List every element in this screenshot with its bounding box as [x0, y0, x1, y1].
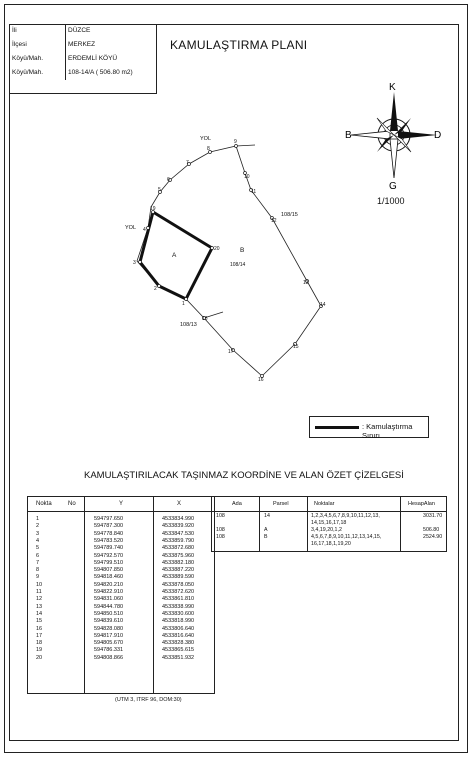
- compass-north: K: [389, 82, 396, 93]
- cell-noktalar: 1,2,3,4,5,6,7,8,9,10,11,12,13,: [311, 513, 380, 519]
- table-row: [28, 589, 214, 596]
- table-row: [28, 531, 214, 538]
- table-row: [28, 647, 214, 654]
- cell-y: 594808.866: [94, 654, 124, 661]
- cell-y: 594844.780: [94, 603, 124, 610]
- cell-alan: 506.80: [423, 527, 440, 533]
- table-header: [28, 497, 214, 512]
- cell-ada: 108: [216, 534, 225, 540]
- map-labels: [125, 136, 298, 328]
- cell-x: 4533865.615: [162, 647, 195, 654]
- table-row: [28, 626, 214, 633]
- cell-nokta: 15: [36, 618, 43, 625]
- cell-x: 4533878.050: [162, 581, 195, 588]
- point-label: 5: [158, 187, 161, 193]
- cell-y: 594787.300: [94, 523, 124, 530]
- table-row: [28, 655, 214, 662]
- cell-nokta: 11: [36, 589, 42, 595]
- cell-x: 4533859.790: [162, 537, 195, 544]
- cell-nokta: 2: [36, 523, 40, 530]
- coordinate-system-note: (UTM 3, ITRF 96, DOM:30): [115, 697, 182, 703]
- cell-x: 4533851.932: [162, 654, 195, 661]
- parcel-number-label: 108/13: [180, 322, 197, 328]
- cell-nokta: 10: [36, 581, 43, 588]
- cell-y: 594818.460: [94, 574, 124, 581]
- header-noktalar: Noktalar: [314, 501, 335, 507]
- info-label: İli: [12, 27, 17, 34]
- cell-y: 594831.060: [94, 596, 124, 603]
- cell-alan: 2524.90: [423, 534, 443, 540]
- point-label: 8: [207, 146, 210, 152]
- cell-nokta: 17: [36, 632, 43, 639]
- cell-y: 594786.331: [94, 647, 124, 654]
- cell-x: 4533828.380: [162, 640, 195, 647]
- table-row: [28, 516, 214, 523]
- parcel-table: [211, 496, 447, 552]
- cell-x: 4533872.680: [162, 545, 195, 552]
- header-parsel: Parsel: [273, 501, 289, 507]
- cell-ada: 108: [216, 527, 225, 533]
- cell-parsel: A: [264, 527, 268, 533]
- cell-y: 594839.610: [94, 618, 124, 625]
- table-row: [28, 560, 214, 567]
- point-label: 12: [271, 218, 277, 224]
- table-row: [28, 574, 214, 581]
- table-row: [28, 604, 214, 611]
- cell-x: 4533887.220: [162, 567, 195, 574]
- cell-nokta: 20: [36, 654, 43, 661]
- cell-x: 4533882.180: [162, 559, 195, 566]
- table-row: [28, 538, 214, 545]
- summary-title: KAMULAŞTIRILACAK TAŞINMAZ KOORDİNE VE ALAN ÖZET ÇİZELGESİ: [84, 470, 404, 481]
- cell-nokta: 3: [36, 530, 40, 537]
- cell-nokta: 9: [36, 574, 40, 581]
- table-row: [28, 596, 214, 603]
- point-label: 7: [186, 160, 189, 166]
- cell-y: 594807.850: [94, 567, 124, 574]
- point-label: 18: [202, 316, 208, 322]
- cell-x: 4533889.590: [162, 574, 195, 581]
- info-label: Köyü/Mah.: [12, 55, 44, 62]
- cell-parsel: 14: [264, 513, 270, 519]
- cell-nokta: 14: [36, 610, 43, 617]
- compass-rose: [345, 82, 441, 192]
- cell-ada: 108: [216, 513, 225, 519]
- coordinates-table: [27, 496, 215, 694]
- point-label: 9: [234, 139, 237, 145]
- info-value: 108-14/A ( 506.80 m2): [68, 69, 133, 76]
- cell-y: 594850.510: [94, 610, 124, 617]
- cell-nokta: 13: [36, 603, 43, 610]
- header-ada: Ada: [232, 501, 242, 507]
- cell-x: 4533830.600: [162, 610, 195, 617]
- cell-nokta: 18: [36, 640, 43, 647]
- cell-nokta: 4: [36, 537, 40, 544]
- cell-x: 4533872.620: [162, 589, 195, 595]
- parcel-number-label: 108/14: [230, 262, 246, 268]
- header-nokta: Nokta: [36, 501, 52, 507]
- point-label: 13: [303, 280, 309, 286]
- cell-y: 594799.510: [94, 559, 124, 566]
- header-alan: HesapAlan: [408, 501, 435, 507]
- cell-y: 594828.080: [94, 625, 124, 632]
- point-label: 15: [293, 344, 299, 350]
- compass-south: G: [389, 181, 397, 192]
- header-x: X: [177, 501, 182, 507]
- point-label: 19: [150, 206, 156, 212]
- point-label: 16: [258, 377, 264, 383]
- compass-east: D: [434, 130, 442, 141]
- cell-nokta: 5: [36, 545, 40, 552]
- cell-y: 594822.910: [94, 589, 124, 595]
- point-label: 20: [214, 246, 220, 252]
- legend-label: : Kamulaştırma Sınırı: [362, 422, 413, 440]
- cell-y: 594797.650: [94, 516, 124, 522]
- cell-nokta: 12: [36, 596, 43, 603]
- page-title: KAMULAŞTIRMA PLANI: [170, 38, 308, 52]
- info-value: ERDEMLİ KÖYÜ: [68, 55, 118, 62]
- table-row: [28, 545, 214, 552]
- cell-x: 4533875.960: [162, 552, 195, 559]
- cell-x: 4533818.990: [162, 618, 195, 625]
- cell-x: 4533861.810: [162, 596, 195, 603]
- header-y: Y: [119, 501, 124, 507]
- cell-nokta: 19: [36, 647, 43, 654]
- info-value: MERKEZ: [68, 41, 96, 48]
- point-label: 6: [167, 177, 170, 183]
- point-label: 10: [244, 174, 250, 180]
- cell-nokta: 6: [36, 552, 40, 559]
- point-label: 1: [182, 301, 185, 307]
- parcel-number-label: 108/15: [281, 212, 298, 218]
- cell-y: 594778.840: [94, 530, 124, 537]
- cell-x: 4533834.990: [162, 516, 195, 522]
- legend: [309, 416, 429, 438]
- header-no: No: [68, 501, 76, 507]
- cell-parsel: B: [264, 534, 268, 540]
- cell-noktalar-cont: 16,17,18,1,19,20: [311, 540, 351, 547]
- cell-noktalar: 4,5,6,7,8,9,10,11,12,13,14,15,: [311, 534, 382, 540]
- table-row: [28, 567, 214, 574]
- table-header: [212, 497, 446, 512]
- road-label: YOL: [200, 136, 212, 142]
- point-label: 2: [154, 286, 157, 292]
- cell-x: 4533839.920: [162, 523, 195, 530]
- cell-x: 4533847.530: [162, 530, 195, 537]
- point-label: 4: [143, 227, 146, 233]
- road-label: YOL: [125, 225, 137, 231]
- cell-noktalar: 3,4,19,20,1,2: [311, 527, 342, 533]
- point-label: 3: [133, 260, 136, 266]
- scale-label: 1/1000: [377, 196, 405, 206]
- point-label: 17: [228, 349, 234, 355]
- compass-west: B: [345, 130, 352, 141]
- cell-nokta: 8: [36, 567, 40, 574]
- point-label: 14: [320, 302, 326, 308]
- cell-y: 594817.910: [94, 632, 124, 639]
- info-label: İlçesi: [12, 41, 27, 48]
- cell-nokta: 1: [36, 516, 40, 522]
- info-value: DÜZCE: [68, 27, 91, 34]
- cell-y: 594805.670: [94, 640, 124, 647]
- legend-line-symbol: [315, 426, 359, 429]
- cell-y: 594792.570: [94, 552, 124, 559]
- cell-x: 4533816.640: [162, 632, 195, 639]
- cell-y: 594789.740: [94, 545, 124, 552]
- parcel-b-label: B: [240, 247, 245, 254]
- table-row: [28, 633, 214, 640]
- table-row: [28, 640, 214, 647]
- parcel-a-label: A: [172, 252, 177, 259]
- cell-noktalar-cont: 14,15,16,17,18: [311, 519, 347, 526]
- cell-y: 594820.210: [94, 581, 124, 588]
- cell-y: 594783.520: [94, 537, 124, 544]
- parcel-boundary: [137, 145, 321, 376]
- table-row: [28, 523, 214, 530]
- cell-x: 4533806.640: [162, 625, 195, 632]
- info-label: Köyü/Mah.: [12, 69, 44, 76]
- cell-x: 4533838.990: [162, 603, 195, 610]
- table-row: [28, 553, 214, 560]
- cell-nokta: 7: [36, 559, 40, 566]
- cell-alan: 3031.70: [423, 513, 443, 519]
- table-row: [28, 618, 214, 625]
- cell-nokta: 16: [36, 625, 43, 632]
- point-label: 11: [251, 189, 257, 195]
- table-row: [28, 611, 214, 618]
- table-row: [28, 582, 214, 589]
